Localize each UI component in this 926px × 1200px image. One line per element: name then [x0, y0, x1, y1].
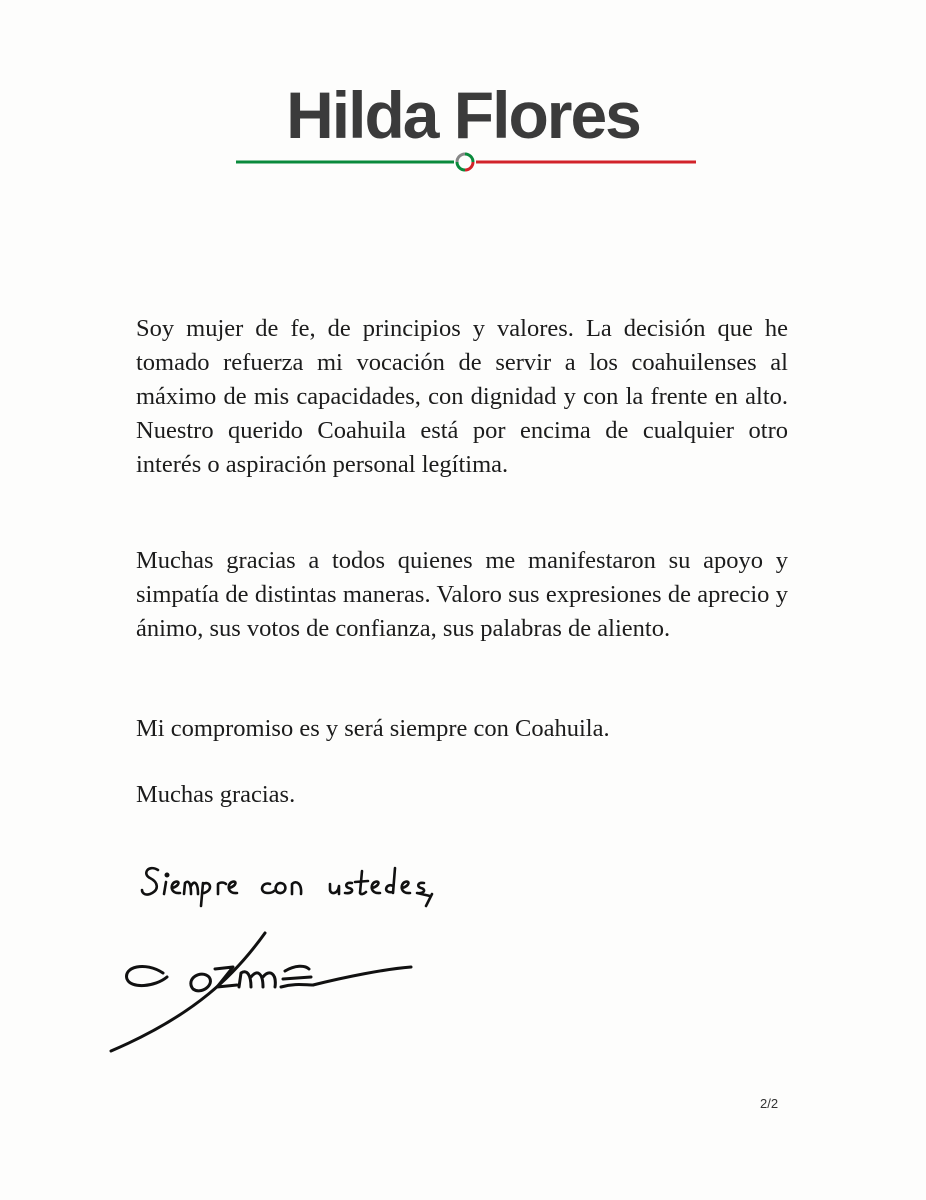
page-number: 2/2: [760, 1096, 779, 1111]
paragraph: Muchas gracias a todos quienes me manifestaron su apoyo y simpatía de distintas maneras. Valoro sus expresiones de aprecio y ánimo, sus votos de confianza, sus palabras de aliento.: [136, 547, 788, 642]
logo-rule: [236, 150, 696, 180]
paragraph: Soy mujer de fe, de principios y valores. La decisión que he tomado refuerza mi vocación de servir a los coahuilenses al máximo de mis capacidades, con dignidad y con la frente en alto. Nuestro querido Coahuila está por encima de cualquier otro interés o aspiración personal legítima.: [136, 315, 788, 478]
logo-text: Hilda Flores: [286, 78, 640, 152]
paragraph: Mi compromiso es y será siempre con Coahuila.: [136, 715, 610, 742]
emblem-icon: [457, 154, 473, 170]
signature: [105, 925, 425, 1065]
paragraph: Muchas gracias.: [136, 781, 296, 808]
handwritten-greeting: [140, 856, 480, 916]
